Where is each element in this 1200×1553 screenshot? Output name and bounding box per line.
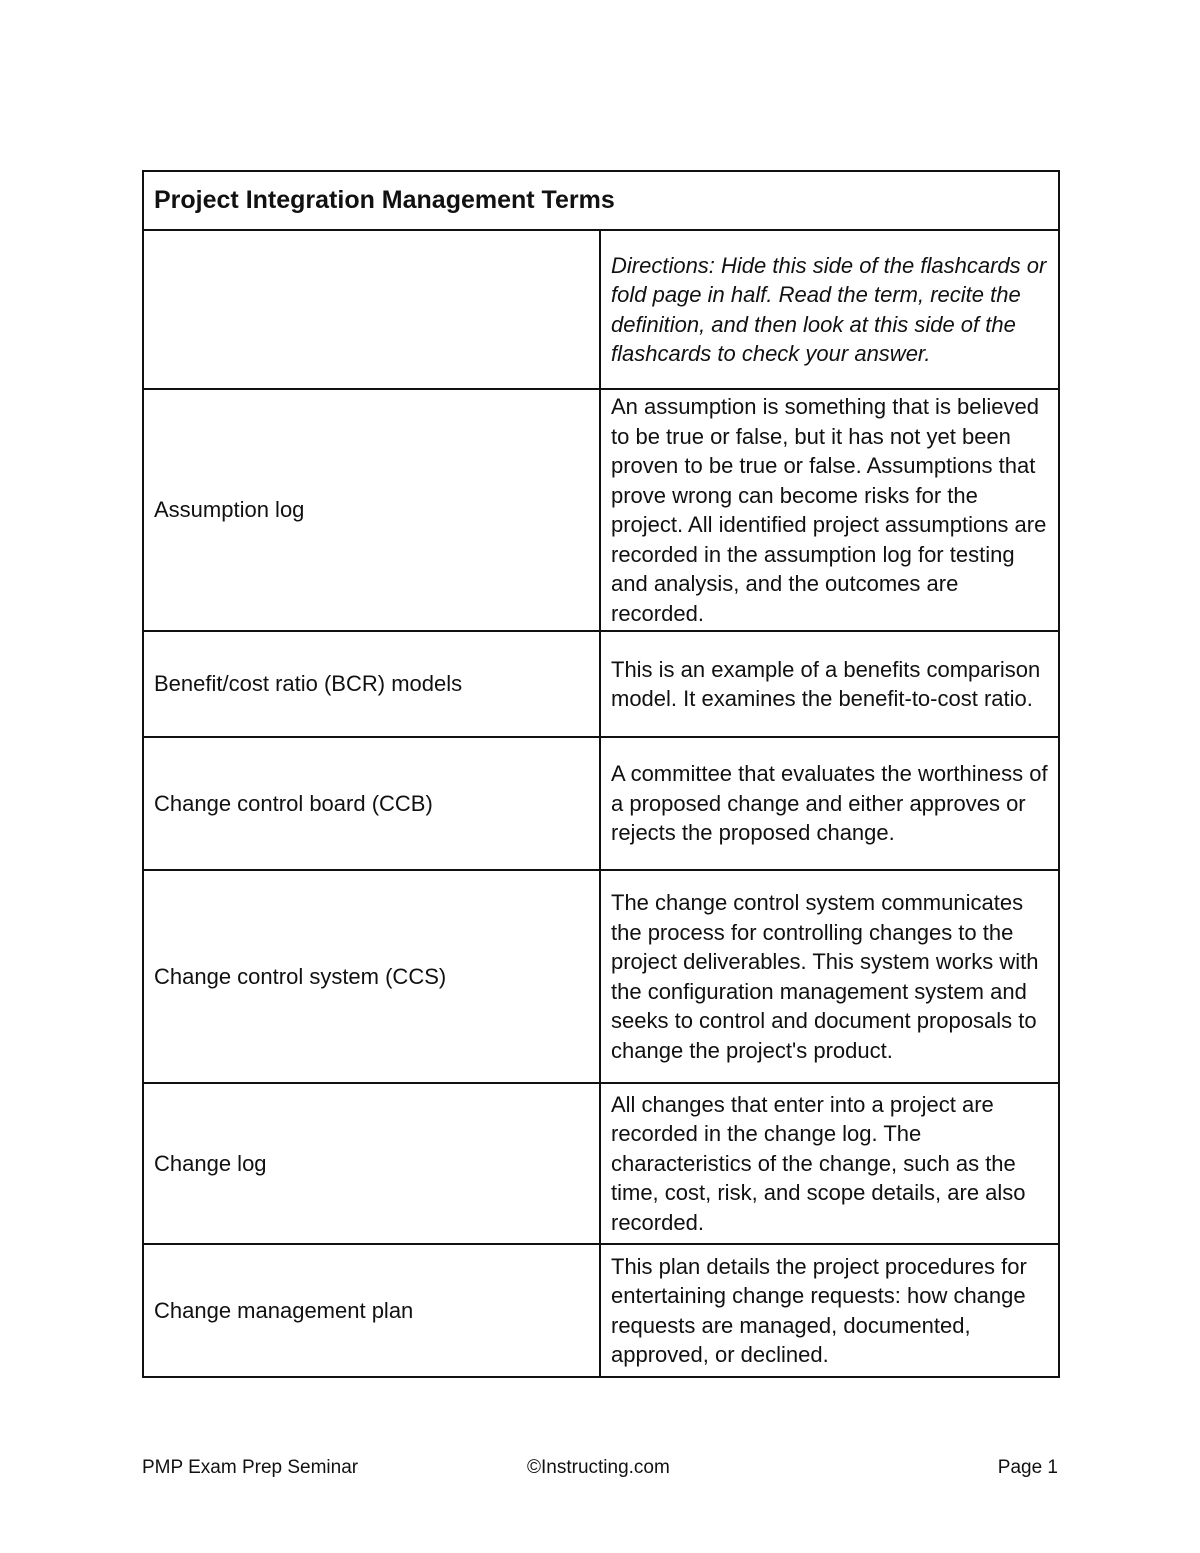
footer-course-name: PMP Exam Prep Seminar — [142, 1457, 359, 1478]
footer-copyright: ©Instructing.com — [527, 1457, 670, 1478]
table-row — [143, 870, 1059, 1083]
definition-cell: This plan details the project procedures for entertaining change requests: how change requests are managed, documented, approved, or declined. — [600, 1244, 1059, 1377]
directions-text: Directions: Hide this side of the flashcards or fold page in half. Read the term, recite the definition, and then look at this side of the flashcards to check your answer. — [600, 230, 1059, 389]
page-title: Project Integration Management Terms — [143, 171, 1059, 230]
definition-cell: This is an example of a benefits comparison model. It examines the benefit-to-cost ratio. — [600, 631, 1059, 737]
footer-page-number: Page 1 — [997, 1457, 1058, 1478]
term-cell: Change management plan — [143, 1244, 600, 1377]
table-row — [143, 631, 1059, 737]
term-cell-blank — [143, 230, 600, 389]
term-cell: Assumption log — [143, 389, 600, 631]
definition-cell: The change control system communicates the process for controlling changes to the project deliverables. This system works with the configuration management system and seeks to control and document proposals to change the project's product. — [600, 870, 1059, 1083]
term-cell: Change control system (CCS) — [143, 870, 600, 1083]
flashcard-table — [142, 170, 1060, 1378]
table-row — [143, 1244, 1059, 1377]
table-row — [143, 1083, 1059, 1244]
definition-cell: A committee that evaluates the worthiness of a proposed change and either approves or rejects the proposed change. — [600, 737, 1059, 870]
term-cell: Change control board (CCB) — [143, 737, 600, 870]
table-row — [143, 389, 1059, 631]
page-footer — [142, 1457, 1058, 1485]
definition-cell: An assumption is something that is believed to be true or false, but it has not yet been proven to be true or false. Assumptions that prove wrong can become risks for the project. All identified project assumptions are recorded in the assumption log for testing and analysis, and the outcomes are recorded. — [600, 389, 1059, 631]
definition-cell: All changes that enter into a project are recorded in the change log. The characteristics of the change, such as the time, cost, risk, and scope details, are also recorded. — [600, 1083, 1059, 1244]
term-cell: Benefit/cost ratio (BCR) models — [143, 631, 600, 737]
term-cell: Change log — [143, 1083, 600, 1244]
title-row — [143, 171, 1059, 230]
directions-row — [143, 230, 1059, 389]
table-row — [143, 737, 1059, 870]
